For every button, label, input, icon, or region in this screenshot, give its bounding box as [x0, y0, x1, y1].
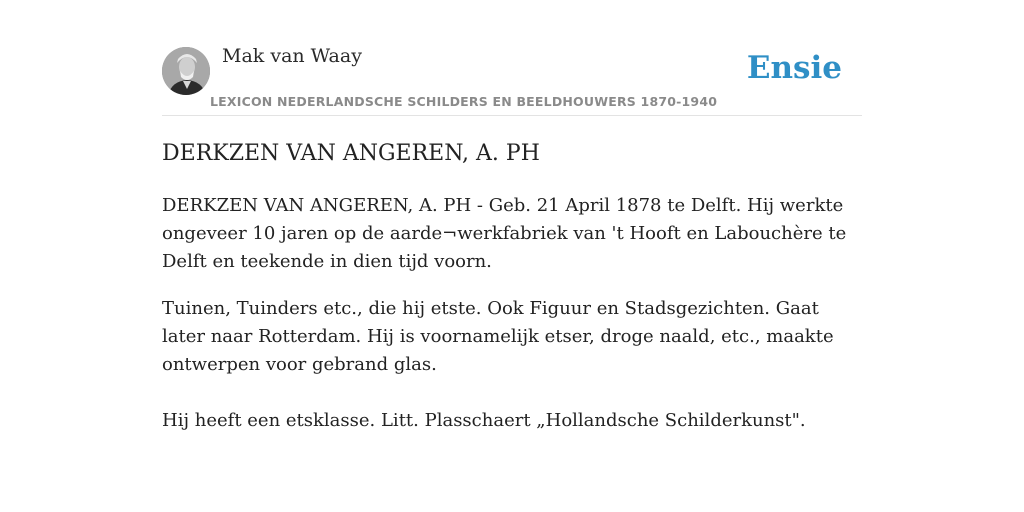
page-header [162, 0, 862, 116]
entry-body [162, 192, 862, 435]
entry-paragraph: Tuinen, Tuinders etc., die hij etste. Ook Figuur en Stadsgezichten. Gaat later naar Rotterdam. Hij is voornamelijk etser, droge naald, etc., maakte ontwerpen voor gebrand glas. [162, 298, 834, 375]
portrait-icon [162, 47, 210, 95]
brand-logo[interactable]: Ensie [746, 50, 842, 86]
author-avatar[interactable] [162, 47, 210, 95]
entry-paragraph: Hij heeft een etsklasse. Litt. Plasschaert „Hollandsche Schilderkunst". [162, 410, 806, 431]
entry-paragraph: DERKZEN VAN ANGEREN, A. PH - Geb. 21 April 1878 te Delft. Hij werkte ongeveer 10 jaren op de aarde¬werkfabriek van 't Hooft en Labouchère te Delft en teekende in dien tijd voorn. [162, 195, 847, 272]
entry-page [162, 0, 862, 512]
author-name[interactable]: Mak van Waay [222, 45, 362, 67]
page-title: DERKZEN VAN ANGEREN, A. PH [162, 141, 540, 166]
source-lexicon[interactable]: LEXICON NEDERLANDSCHE SCHILDERS EN BEELDHOUWERS 1870-1940 [210, 94, 718, 109]
